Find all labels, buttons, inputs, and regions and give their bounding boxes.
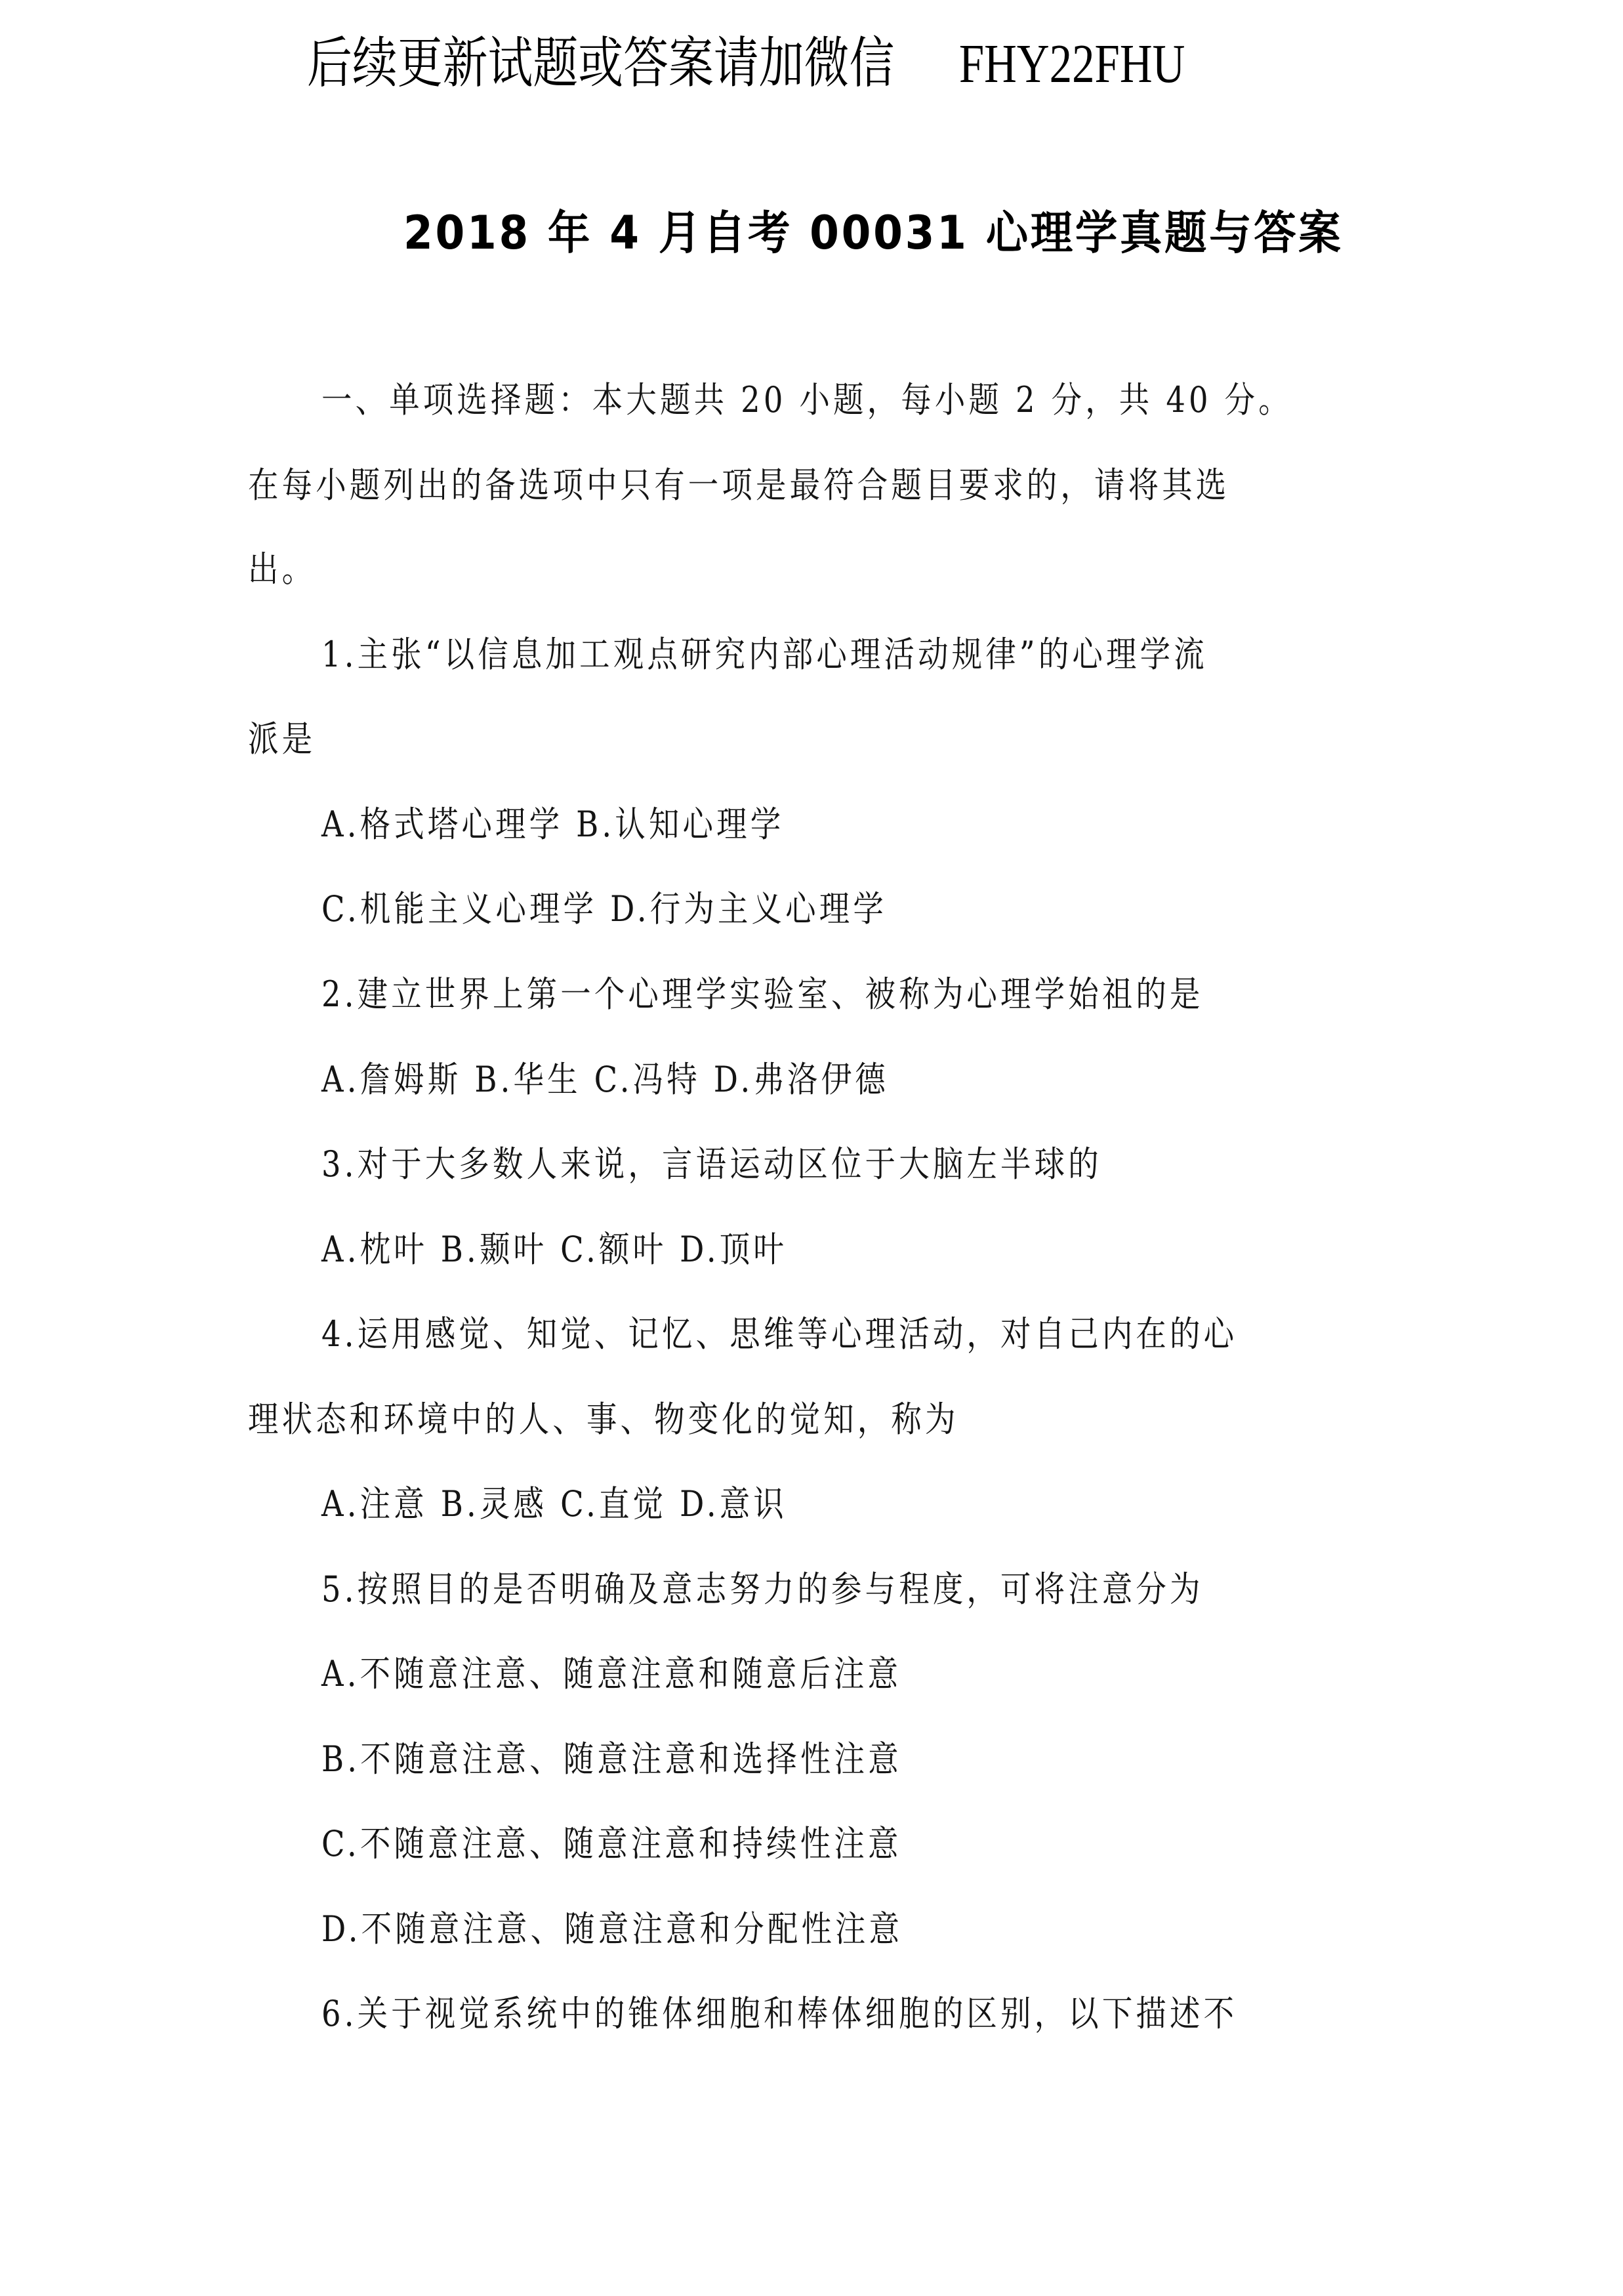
question-5-option-b: B.不随意注意、随意注意和选择性注意 (321, 1738, 902, 1780)
section-heading-line-2: 在每小题列出的备选项中只有一项是最符合题目要求的，请将其选 (248, 464, 1230, 506)
question-3-stem: 3.对于大多数人来说，言语运动区位于大脑左半球的 (321, 1143, 1102, 1185)
section-heading-line-1: 一、单项选择题：本大题共 20 小题，每小题 2 分，共 40 分。 (321, 379, 1292, 420)
question-6-stem: 6.关于视觉系统中的锥体细胞和棒体细胞的区别，以下描述不 (321, 1993, 1238, 2034)
question-4-stem-line-1: 4.运用感觉、知觉、记忆、思维等心理活动，对自己内在的心 (321, 1313, 1238, 1355)
watermark-text: 后续更新试题或答案请加微信 (307, 33, 895, 94)
question-5-option-a: A.不随意注意、随意注意和随意后注意 (321, 1653, 902, 1694)
question-4-options: A.注意 B.灵感 C.直觉 D.意识 (321, 1483, 788, 1525)
question-3-options: A.枕叶 B.颞叶 C.额叶 D.顶叶 (321, 1229, 788, 1270)
document-title: 2018 年 4 月自考 00031 心理学真题与答案 (403, 206, 1344, 260)
question-1-options-line-2: C.机能主义心理学 D.行为主义心理学 (321, 888, 887, 930)
watermark-header (307, 25, 1185, 104)
section-heading-line-3: 出。 (248, 548, 316, 590)
question-2-stem: 2.建立世界上第一个心理学实验室、被称为心理学始祖的是 (321, 974, 1204, 1015)
question-1-stem-line-2: 派是 (248, 718, 316, 760)
question-5-option-d: D.不随意注意、随意注意和分配性注意 (321, 1908, 903, 1950)
question-4-stem-line-2: 理状态和环境中的人、事、物变化的觉知，称为 (248, 1399, 959, 1440)
question-1-stem-line-1: 1.主张“以信息加工观点研究内部心理活动规律”的心理学流 (321, 634, 1208, 675)
watermark-wechat-id: FHY22FHU (958, 33, 1185, 94)
question-5-option-c: C.不随意注意、随意注意和持续性注意 (321, 1823, 902, 1864)
question-2-options: A.詹姆斯 B.华生 C.冯特 D.弗洛伊德 (321, 1059, 889, 1100)
question-5-stem: 5.按照目的是否明确及意志努力的参与程度，可将注意分为 (321, 1568, 1204, 1610)
question-1-options-line-1: A.格式塔心理学 B.认知心理学 (321, 804, 785, 845)
